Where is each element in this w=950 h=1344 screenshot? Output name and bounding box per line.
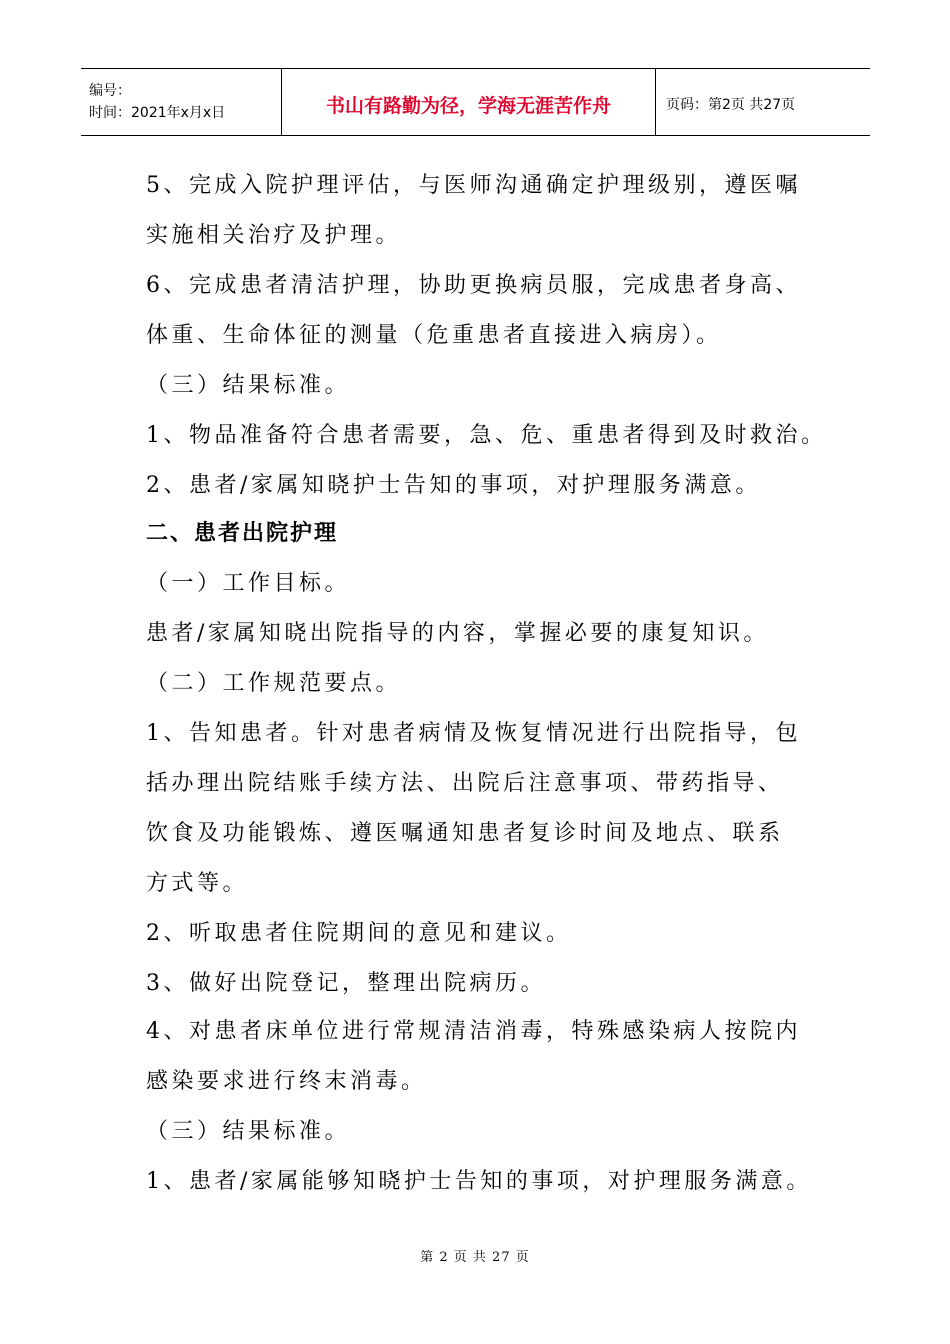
body-line: 1、患者/家属能够知晓护士告知的事项，对护理服务满意。	[146, 1169, 812, 1194]
page-footer	[0, 1246, 950, 1265]
body-line: 6、完成患者清洁护理，协助更换病员服，完成患者身高、	[146, 273, 801, 298]
body-line: 患者/家属知晓出院指导的内容，掌握必要的康复知识。	[146, 621, 769, 646]
body-line: 2、患者/家属知晓护士告知的事项，对护理服务满意。	[146, 473, 761, 498]
body-line: 括办理出院结账手续方法、出院后注意事项、带药指导、	[146, 771, 784, 796]
section-subheading: （一）工作目标。	[146, 571, 351, 596]
section-subheading: （二）工作规范要点。	[146, 671, 402, 696]
document-code-label: 编号：	[89, 83, 131, 99]
motto-text: 书山有路勤为径，学海无涯苦作舟	[325, 94, 611, 117]
body-line: 4、对患者床单位进行常规清洁消毒，特殊感染病人按院内	[146, 1019, 801, 1044]
footer-page-number: 第 2 页 共 27 页	[420, 1250, 530, 1265]
section-subheading: （三）结果标准。	[146, 1119, 351, 1144]
body-line: 1、告知患者。针对患者病情及恢复情况进行出院指导，包	[146, 721, 801, 746]
body-line: 5、完成入院护理评估，与医师沟通确定护理级别，遵医嘱	[146, 173, 801, 198]
body-line: 方式等。	[146, 871, 249, 896]
header-meta	[81, 69, 282, 135]
body-line: 体重、生命体征的测量（危重患者直接进入病房）。	[146, 323, 722, 348]
header-motto	[282, 69, 656, 135]
body-line: 3、做好出院登记，整理出院病历。	[146, 971, 546, 996]
page-header	[81, 68, 870, 136]
body-line: 2、听取患者住院期间的意见和建议。	[146, 921, 572, 946]
document-time: 时间：2021年x月x日	[89, 105, 226, 121]
section-subheading: （三）结果标准。	[146, 373, 351, 398]
page-info-text: 页码：第2页 共27页	[666, 97, 796, 113]
body-line: 1、物品准备符合患者需要，急、危、重患者得到及时救治。	[146, 423, 827, 448]
body-line: 饮食及功能锻炼、遵医嘱通知患者复诊时间及地点、联系	[146, 821, 784, 846]
body-line: 感染要求进行终末消毒。	[146, 1069, 427, 1094]
section-heading: 二、患者出院护理	[146, 521, 339, 546]
body-line: 实施相关治疗及护理。	[146, 223, 402, 248]
header-page-info	[656, 69, 870, 135]
